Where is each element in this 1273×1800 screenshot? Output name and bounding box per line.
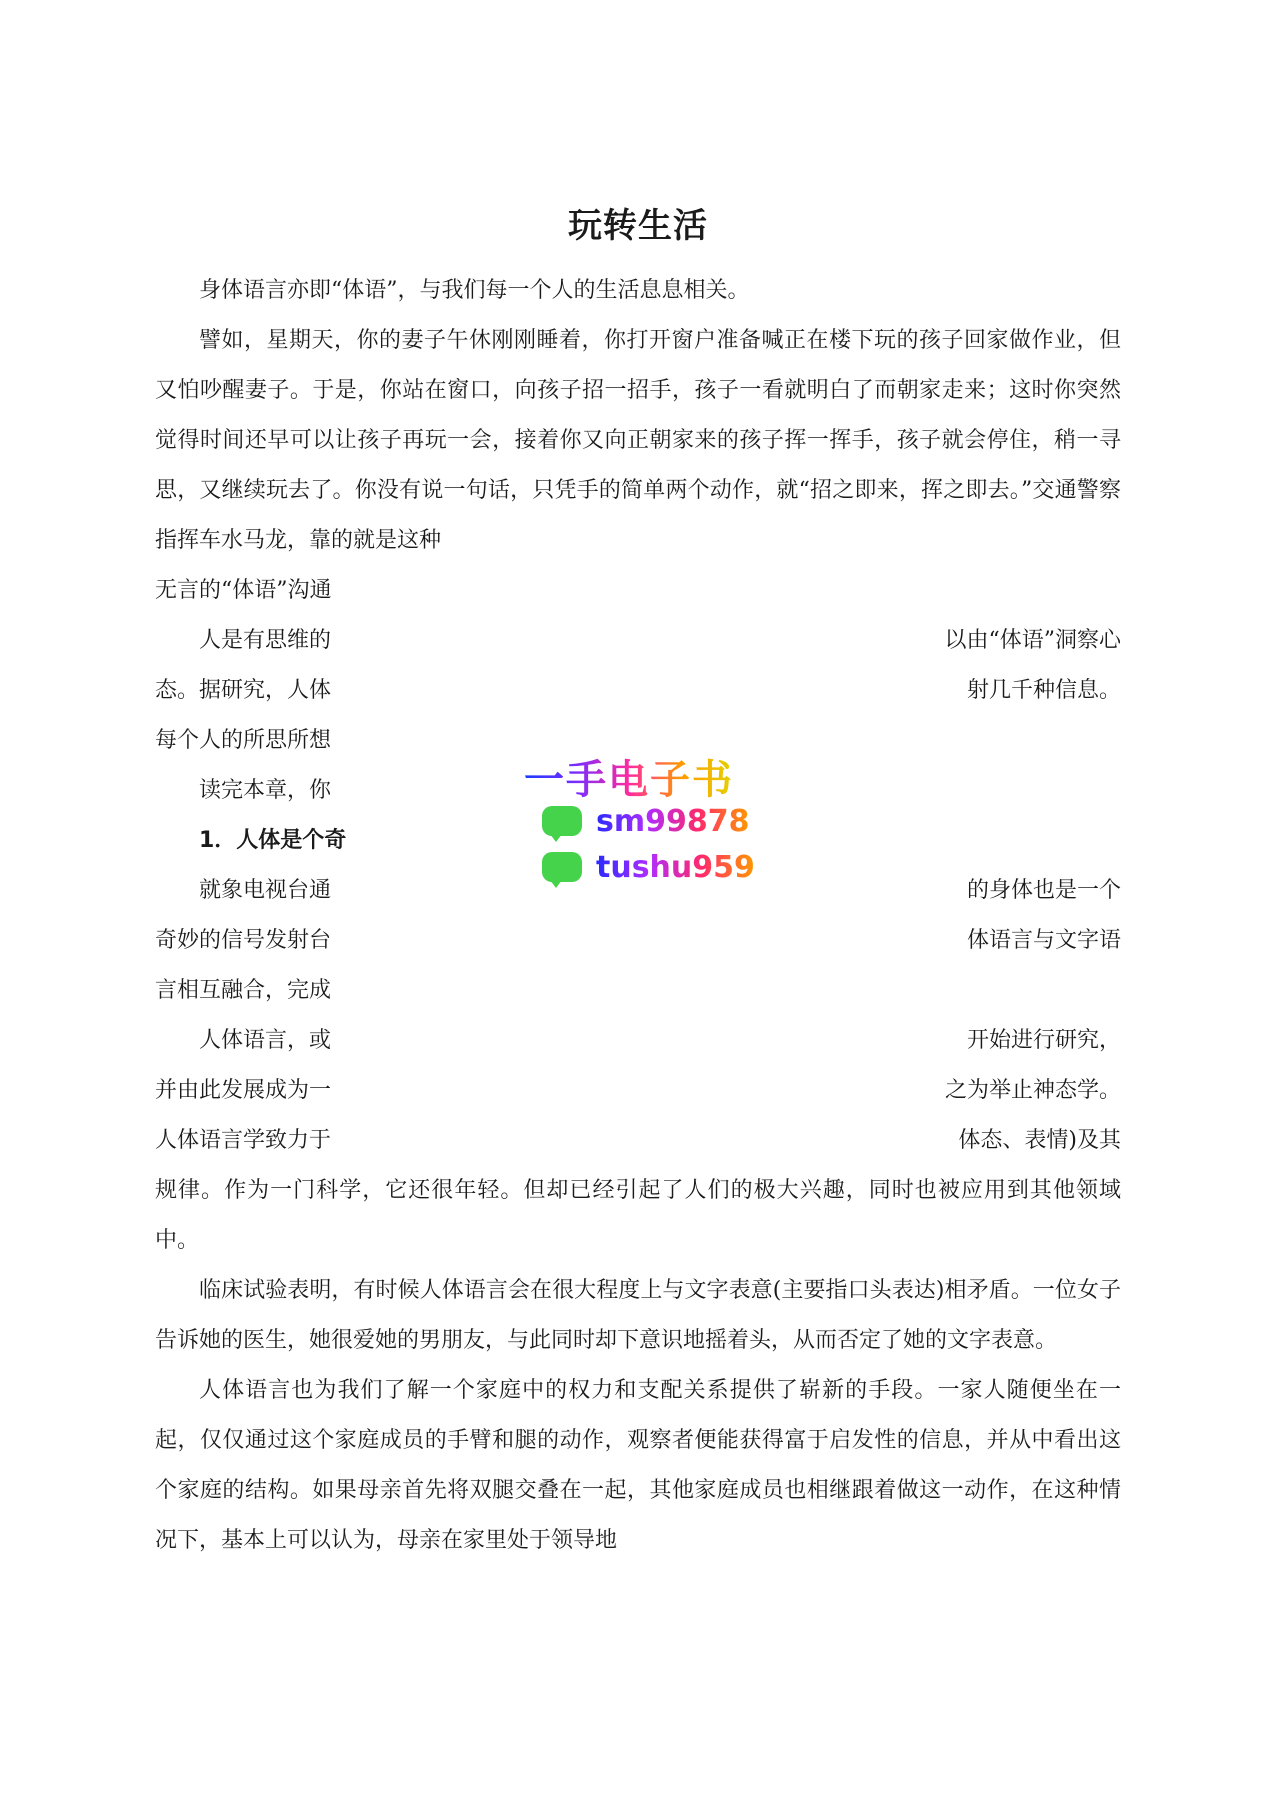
fragment-row-1 bbox=[155, 566, 1121, 616]
fragment-right: 开始进行研究， bbox=[966, 1028, 1121, 1053]
fragment-left: 每个人的所思所想 bbox=[155, 728, 332, 753]
watermark-line-1 bbox=[542, 802, 750, 840]
fragment-right: 以由“体语”洞察心 bbox=[944, 628, 1121, 653]
fragment-left: 人体语言学致力于 bbox=[155, 1128, 332, 1153]
fragment-left: 人是有思维的 bbox=[199, 628, 332, 653]
fragment-row-10 bbox=[155, 1016, 1121, 1066]
fragment-row-8 bbox=[155, 916, 1121, 966]
fragment-left: 读完本章，你 bbox=[199, 778, 332, 803]
fragment-row-11 bbox=[155, 1066, 1121, 1116]
fragment-left: 无言的“体语”沟通 bbox=[155, 578, 332, 603]
watermark bbox=[510, 748, 770, 898]
wechat-icon bbox=[542, 806, 582, 836]
fragment-left: 奇妙的信号发射台 bbox=[155, 928, 332, 953]
section-heading: 1．人体是个奇 bbox=[199, 828, 347, 853]
fragment-right: 体语言与文字语 bbox=[966, 928, 1121, 953]
fragment-row-9 bbox=[155, 966, 1121, 1016]
paragraph-1: 身体语言亦即“体语”，与我们每一个人的生活息息相关。 bbox=[199, 278, 750, 303]
watermark-id-2: tushu959 bbox=[596, 849, 755, 885]
wechat-icon bbox=[542, 852, 582, 882]
watermark-title: 一手电子书 bbox=[524, 748, 734, 805]
fragment-row-12 bbox=[155, 1116, 1121, 1166]
watermark-id-1: sm99878 bbox=[596, 803, 750, 839]
fragment-right: 射几千种信息。 bbox=[966, 678, 1121, 703]
fragment-left: 就象电视台通 bbox=[199, 878, 332, 903]
paragraph-5: 人体语言也为我们了解一个家庭中的权力和支配关系提供了崭新的手段。一家人随便坐在一起，仅仅通过这个家庭成员的手臂和腿的动作，观察者便能获得富于启发性的信息，并从中看出这个家庭的结构。如果母亲首先将双腿交叠在一起，其他家庭成员也相继跟着做这一动作，在这种情况下，基本上可以认为，母亲在家里处于领导地 bbox=[155, 1378, 1121, 1553]
fragment-left: 并由此发展成为一 bbox=[155, 1078, 332, 1103]
fragment-left: 人体语言，或 bbox=[199, 1028, 332, 1053]
paragraph-4: 临床试验表明，有时候人体语言会在很大程度上与文字表意(主要指口头表达)相矛盾。一位女子告诉她的医生，她很爱她的男朋友，与此同时却下意识地摇着头，从而否定了她的文字表意。 bbox=[155, 1278, 1121, 1353]
watermark-line-2 bbox=[542, 848, 755, 886]
fragment-row-3 bbox=[155, 666, 1121, 716]
fragment-left: 言相互融合，完成 bbox=[155, 978, 332, 1003]
fragment-right: 体态、表情)及其 bbox=[958, 1128, 1121, 1153]
paragraph-2: 譬如，星期天，你的妻子午休刚刚睡着，你打开窗户准备喊正在楼下玩的孩子回家做作业，但又怕吵醒妻子。于是，你站在窗口，向孩子招一招手，孩子一看就明白了而朝家走来；这时你突然觉得时间还早可以让孩子再玩一会，接着你又向正朝家来的孩子挥一挥手，孩子就会停住，稍一寻思，又继续玩去了。你没有说一句话，只凭手的简单两个动作，就“招之即来，挥之即去。”交通警察指挥车水马龙，靠的就是这种 bbox=[155, 328, 1121, 553]
fragment-row-2 bbox=[155, 616, 1121, 666]
fragment-right: 的身体也是一个 bbox=[966, 878, 1121, 903]
fragment-left: 态。据研究，人体 bbox=[155, 678, 332, 703]
paragraph-3-tail: 规律。作为一门科学，它还很年轻。但却已经引起了人们的极大兴趣，同时也被应用到其他领域中。 bbox=[155, 1178, 1121, 1253]
document-title: 玩转生活 bbox=[568, 206, 708, 246]
fragment-right: 之为举止神态学。 bbox=[944, 1078, 1121, 1103]
